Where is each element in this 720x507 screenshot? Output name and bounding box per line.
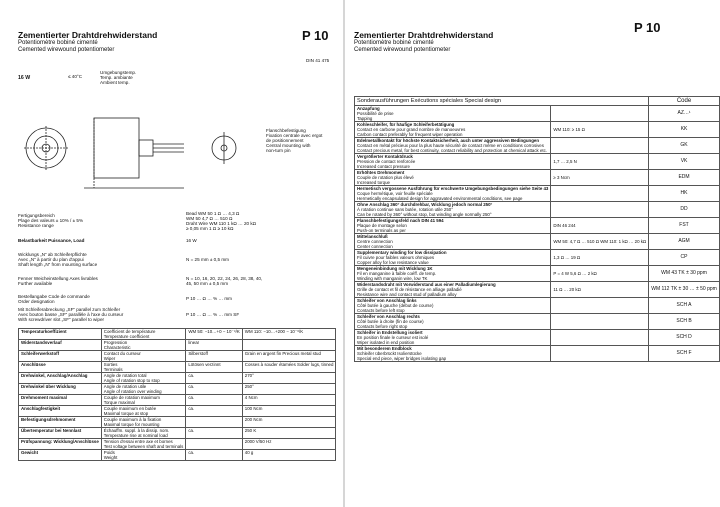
property-value-a: WM 50: −10…+0 − 10⁻⁴/K bbox=[186, 329, 242, 340]
page-title: Zementierter Drahtdrehwiderstand bbox=[18, 30, 158, 40]
row-code: DD bbox=[649, 202, 720, 218]
property-value-b bbox=[242, 340, 336, 351]
table-row bbox=[19, 395, 336, 406]
row-value bbox=[551, 298, 649, 314]
property-value-a: ca. bbox=[186, 373, 242, 384]
row-text-line: Contact en métal précieux pour la plus haute sécurité de contact même en conditions corrosives bbox=[357, 143, 544, 148]
header-code: Code bbox=[649, 97, 720, 106]
table-row bbox=[19, 329, 336, 340]
subtitle-fr: Potentiomètre bobiné cimenté bbox=[354, 40, 434, 46]
row-code: CP bbox=[649, 250, 720, 266]
translation-en: Torque maximal bbox=[103, 400, 135, 405]
subtitle-fr: Potentiomètre bobiné cimenté bbox=[18, 40, 98, 46]
table-row bbox=[19, 373, 336, 384]
property-value-b: WM 110: −10…+200 − 10⁻⁶/K bbox=[242, 329, 336, 340]
property-value-b: 200 Ncm bbox=[242, 417, 336, 428]
row-text-line: Pression de contact renforcée bbox=[357, 159, 416, 164]
row-text-line: Hermetisch vergossene Ausführung für erschwerte Umgebungsbedingungen siehe Seite 43 bbox=[357, 186, 549, 191]
spec-label: Shaft length „N“ from mounting surface bbox=[18, 262, 98, 267]
row-description bbox=[355, 218, 551, 234]
property-name: Widerstandsverlauf bbox=[19, 340, 102, 351]
spec-label: Mit Schleiferabreckung „SF“ parallel zum Schleifer bbox=[18, 307, 121, 312]
property-name: Gewicht bbox=[19, 450, 102, 461]
table-row bbox=[355, 234, 720, 250]
translation-fr: Progression bbox=[103, 340, 128, 345]
spec-label: Resistance range bbox=[18, 223, 54, 228]
row-code: AZ…¹ bbox=[649, 106, 720, 122]
row-description bbox=[355, 138, 551, 154]
ambient-label-1: Temp. ambiante bbox=[100, 75, 133, 80]
translation-fr: Coefficient de température bbox=[103, 329, 156, 334]
property-name: Anschlüsse bbox=[19, 362, 102, 373]
row-text-line: Center connection bbox=[357, 244, 393, 249]
row-text-line: Schleifer von Anschlag rechts bbox=[357, 314, 420, 319]
translation-fr: Sorties bbox=[103, 362, 118, 367]
header-label: Sonderausführungen Exécutions spéciales Special design bbox=[355, 97, 649, 106]
property-name: Befestigungsdrehmoment bbox=[19, 417, 102, 428]
row-text-line: Anzapfung bbox=[357, 106, 380, 111]
row-description bbox=[355, 266, 551, 282]
table-row bbox=[355, 330, 720, 346]
row-description bbox=[355, 234, 551, 250]
spec-value: Draht Wire WM 110 1 kΩ … 20 kΩ bbox=[186, 221, 257, 226]
row-text-line: Contacts before left stop bbox=[357, 308, 405, 313]
row-code: WM 43 TK ± 30 ppm bbox=[649, 266, 720, 282]
property-value-a: ca. bbox=[186, 384, 242, 395]
table-row bbox=[355, 154, 720, 170]
translation-fr: Tension d'essai entre axe et bornes bbox=[103, 439, 173, 444]
row-code: WM 112 TK ± 30 … ± 50 ppm bbox=[649, 282, 720, 298]
row-value: 11 Ω … 20 kΩ bbox=[551, 282, 649, 298]
drawing-note-0: Flanschbefestigung bbox=[266, 128, 306, 133]
translation-fr: Couple maximum à la fixation bbox=[103, 417, 162, 422]
spec-label: Avec bouton basse „SF“ parallèle à l'axe du curseur bbox=[18, 312, 124, 317]
spec-label: Belastbarkeit Puissance, Load bbox=[18, 238, 85, 243]
property-translation bbox=[101, 417, 186, 428]
dimension-drawing bbox=[24, 88, 249, 208]
row-text-line: Hermetically encapsulated design for aggravated environmental conditions, see page bbox=[357, 196, 523, 201]
table-row bbox=[355, 186, 720, 202]
row-text-line: Côté butée à gauche (début de course) bbox=[357, 303, 434, 308]
translation-fr: Angle de rotation utile bbox=[103, 384, 147, 389]
property-name: Drehwinkel über Wicklung bbox=[19, 384, 102, 395]
row-text-line: Plaque de montage selon bbox=[357, 223, 407, 228]
row-text-line: Tapping bbox=[357, 116, 373, 121]
spec-value: N = 25 mm ± 0,5 mm bbox=[186, 257, 229, 262]
spec-label: Plage des valeurs ± 10% / ± 5% bbox=[18, 218, 84, 223]
property-translation bbox=[101, 362, 186, 373]
drawing-note-4: non-turn pin bbox=[266, 148, 291, 153]
row-text-line: Supplementary winding for low dissipation bbox=[357, 250, 447, 255]
translation-fr: Angle de rotation total bbox=[103, 373, 147, 378]
drawing-note-1: Fixation centrale avec ergot bbox=[266, 133, 323, 138]
row-description bbox=[355, 186, 551, 202]
special-designs-table bbox=[354, 96, 720, 362]
row-value bbox=[551, 106, 649, 122]
translation-en: Weight bbox=[103, 455, 118, 460]
row-code: SCH D bbox=[649, 330, 720, 346]
spec-label: Further available bbox=[18, 281, 53, 286]
row-text-line: Increased contact pressure bbox=[357, 164, 410, 169]
row-value bbox=[551, 330, 649, 346]
table-row bbox=[355, 250, 720, 266]
row-text-line: En position finale le curseur est isolé bbox=[357, 335, 429, 340]
row-code: VK bbox=[649, 154, 720, 170]
property-translation bbox=[101, 373, 186, 384]
row-description bbox=[355, 122, 551, 138]
row-text-line: Fil cuivre pour faibles valeurs ohmiques bbox=[357, 255, 435, 260]
translation-en: Angle of rotation over winding bbox=[103, 389, 162, 394]
table-row bbox=[355, 298, 720, 314]
property-translation bbox=[101, 340, 186, 351]
row-text-line: Widerstandsdraht mit Vorwiderstand aus einer Palladiumlegierung bbox=[357, 282, 496, 287]
row-code: EDM bbox=[649, 170, 720, 186]
property-value-b: Cosses à souder étamées Solder lugs, tinned bbox=[242, 362, 336, 373]
table-row bbox=[355, 138, 720, 154]
spec-label: Order designation bbox=[18, 299, 55, 304]
page-title: Zementierter Drahtdrehwiderstand bbox=[354, 30, 494, 40]
property-name: Drehmoment maximal bbox=[19, 395, 102, 406]
table-row bbox=[355, 266, 720, 282]
row-value bbox=[551, 346, 649, 362]
row-value: WM 110: ≥ 15 Ω bbox=[551, 122, 649, 138]
row-code: SCH F bbox=[649, 346, 720, 362]
property-name: Anschlagfestigkeit bbox=[19, 406, 102, 417]
row-text-line: Mit besonderem Endblock bbox=[357, 346, 412, 351]
row-code: FST bbox=[649, 218, 720, 234]
ambient-label-0: Umgebungstemp. bbox=[100, 70, 137, 75]
row-value: ≥ 3 Ncm bbox=[551, 170, 649, 186]
property-value-a bbox=[186, 417, 242, 428]
row-value: 1,3 Ω … 19 Ω bbox=[551, 250, 649, 266]
row-text-line: Edelmetallkontakt für höchste Kontaktsicherheit, auch unter aggressiven Bedingungen bbox=[357, 138, 540, 143]
property-value-b: 100 Ncm bbox=[242, 406, 336, 417]
property-value-a: ca. bbox=[186, 450, 242, 461]
property-translation bbox=[101, 329, 186, 340]
row-value: WM 50: 4,7 Ω … 510 Ω WM 110: 1 kΩ … 20 kΩ bbox=[551, 234, 649, 250]
translation-en: Temperature rise at nominal load bbox=[103, 433, 168, 438]
row-code: SCH B bbox=[649, 314, 720, 330]
row-value bbox=[551, 138, 649, 154]
property-value-a: ca. bbox=[186, 406, 242, 417]
property-translation bbox=[101, 439, 186, 450]
spec-label: Bestellangabe Code de commande bbox=[18, 294, 90, 299]
page-gutter bbox=[343, 0, 345, 507]
row-text-line: Côté butée à droite (fin de course) bbox=[357, 319, 424, 324]
table-row bbox=[355, 218, 720, 234]
translation-fr: Couple de rotation maximum bbox=[103, 395, 160, 400]
row-text-line: Ohne Anschlag 360° durchdrehbar, Wicklung jedoch normal 250° bbox=[357, 202, 493, 207]
translation-en: Temperature coefficient bbox=[103, 334, 150, 339]
row-text-line: Carbon contact preferably for frequent wiper operation bbox=[357, 132, 463, 137]
translation-en: Test voltage between shaft and terminals bbox=[103, 444, 184, 449]
row-text-line: Kohleschleifer, für häufige Schleiferbetätigung bbox=[357, 122, 455, 127]
row-text-line: Vergrößerter Kontaktdruck bbox=[357, 154, 413, 159]
property-value-a bbox=[186, 439, 242, 450]
row-description bbox=[355, 314, 551, 330]
property-value-b: 2000 V/50 Hz bbox=[242, 439, 336, 450]
property-name: Übertemperatur bei Nennlast bbox=[19, 428, 102, 439]
row-text-line: Increased torque bbox=[357, 180, 390, 185]
row-code: AGM bbox=[649, 234, 720, 250]
property-translation bbox=[101, 384, 186, 395]
translation-en: Characteristic bbox=[103, 345, 131, 350]
table-row bbox=[355, 106, 720, 122]
table-row bbox=[19, 340, 336, 351]
spec-value: N = 10, 16, 20, 22, 24, 26, 28, 38, 40, bbox=[186, 276, 263, 281]
property-name: Drehwinkel, Anschlag/Anschlag bbox=[19, 373, 102, 384]
right-page bbox=[352, 18, 717, 496]
row-description bbox=[355, 154, 551, 170]
spec-label: With screwdriver slot „SF“ parallel to wiper bbox=[18, 317, 105, 322]
row-value bbox=[551, 202, 649, 218]
property-translation bbox=[101, 450, 186, 461]
table-row bbox=[355, 170, 720, 186]
property-value-b: 40 g bbox=[242, 450, 336, 461]
spec-value: P 10 … Ω … % … mm SF bbox=[186, 312, 240, 317]
row-value bbox=[551, 186, 649, 202]
table-row bbox=[355, 346, 720, 362]
row-text-line: Can be rotated by 360° without stop, but winding angle normally 250° bbox=[357, 212, 492, 217]
property-name: Temperaturkoeffizient bbox=[19, 329, 102, 340]
row-text-line: Centre connection bbox=[357, 239, 393, 244]
table-row bbox=[355, 122, 720, 138]
row-value: P = 4 W 5,6 Ω … 2 kΩ bbox=[551, 266, 649, 282]
row-text-line: Grille de contact et fil de résistance en alliage palladié bbox=[357, 287, 462, 292]
spec-label: Fertigungsbereich bbox=[18, 213, 55, 218]
table-row bbox=[19, 384, 336, 395]
translation-en: Terminals bbox=[103, 367, 123, 372]
spec-label: Fenner Weicheinstellung Axes livrables bbox=[18, 276, 98, 281]
spec-value: Bead WM 50 1 Ω … 4,3 Ω bbox=[186, 211, 240, 216]
row-value: DIN 46 244 bbox=[551, 218, 649, 234]
property-name: Prüfspannung: Wicklung/Anschlüsse bbox=[19, 439, 102, 450]
property-value-a: linear bbox=[186, 340, 242, 351]
row-text-line: Contact en carbone pour grand nombre de manoeuvres bbox=[357, 127, 466, 132]
row-text-line: Fil en manganine à faible coéff. de temp. bbox=[357, 271, 437, 276]
property-value-a: ca. bbox=[186, 428, 242, 439]
spec-value: P 10 … Ω … % … mm bbox=[186, 296, 232, 301]
property-translation bbox=[101, 351, 186, 362]
property-value-a: Silberstoff bbox=[186, 351, 242, 362]
drawing-note-2: de positionnement bbox=[266, 138, 304, 143]
table-row bbox=[19, 439, 336, 450]
property-translation bbox=[101, 395, 186, 406]
row-text-line: Possibilité de prise bbox=[357, 111, 394, 116]
spec-label: Avec „N“ à partir du plan d'appui bbox=[18, 257, 84, 262]
property-translation bbox=[101, 406, 186, 417]
row-text-line: Wiper isolated in end position bbox=[357, 340, 415, 345]
property-value-a: ca. bbox=[186, 395, 242, 406]
row-description bbox=[355, 346, 551, 362]
row-code: GK bbox=[649, 138, 720, 154]
row-code: KK bbox=[649, 122, 720, 138]
row-text-line: Resistance wire and contact stud of palladium alloy bbox=[357, 292, 457, 297]
page-number: P 10 bbox=[634, 20, 661, 35]
spec-value: WM 50 4,7 Ω … 510 Ω bbox=[186, 216, 233, 221]
subtitle-en: Cemented wirewound potentiometer bbox=[354, 47, 451, 53]
row-code: SCH A bbox=[649, 298, 720, 314]
table-row bbox=[19, 450, 336, 461]
row-value: 1,7 … 2,5 N bbox=[551, 154, 649, 170]
row-text-line: Push-on terminals as per bbox=[357, 228, 406, 233]
drawing-note-3: Central mounting with bbox=[266, 143, 311, 148]
table-row bbox=[19, 406, 336, 417]
row-text-line: Erhöhtes Drehmoment bbox=[357, 170, 405, 175]
properties-table bbox=[18, 328, 336, 461]
row-text-line: Mengeneinbindung mit Wicklung 1K bbox=[357, 266, 433, 271]
property-value-b: Grain en argent fin Precious metal stud bbox=[242, 351, 336, 362]
property-value-b: 250 K bbox=[242, 428, 336, 439]
translation-fr: Contact du curseur bbox=[103, 351, 141, 356]
table-row bbox=[19, 417, 336, 428]
row-text-line: Flanschbefestigungsfeld nach DIN 41 594 bbox=[357, 218, 444, 223]
ambient-values: ≤ 40°C bbox=[68, 74, 83, 79]
row-text-line: Schleifer überbrückt Isolierstücke bbox=[357, 351, 422, 356]
left-page bbox=[16, 18, 336, 496]
row-text-line: Mittelanschluß bbox=[357, 234, 388, 239]
translation-en: Angle of rotation stop to stop bbox=[103, 378, 160, 383]
row-description bbox=[355, 250, 551, 266]
table-header bbox=[355, 97, 720, 106]
row-description bbox=[355, 106, 551, 122]
row-text-line: À rotation continue sans butée, rotation utile 250° bbox=[357, 207, 453, 212]
table-row bbox=[355, 314, 720, 330]
table-row bbox=[19, 351, 336, 362]
translation-en: Maximal torque at stop bbox=[103, 411, 149, 416]
row-text-line: Contacts before right stop bbox=[357, 324, 408, 329]
row-description bbox=[355, 282, 551, 298]
property-value-b: 250° bbox=[242, 384, 336, 395]
subtitle-en: Cemented wirewound potentiometer bbox=[18, 47, 115, 53]
translation-en: Maximal torque for mounting bbox=[103, 422, 160, 427]
property-value-a: Lötösen verzinnt bbox=[186, 362, 242, 373]
row-text-line: Contact precious metal, for best continuity, contact reliability and protection at chemical attack etc. bbox=[357, 148, 548, 153]
row-text-line: Schleifer von Anschlag links bbox=[357, 298, 417, 303]
spec-value: 45, 50 mm ± 0,5 mm bbox=[186, 281, 229, 286]
row-text-line: Winding with manganin wire, low TK bbox=[357, 276, 428, 281]
row-text-line: Couple de rotation plus élevé bbox=[357, 175, 414, 180]
row-text-line: Coque hermétique, voir feuille spéciale bbox=[357, 191, 433, 196]
property-translation bbox=[101, 428, 186, 439]
row-description bbox=[355, 330, 551, 346]
spec-value: ≥ 0,05 mm 1 Ω ≥ 10 kΩ bbox=[186, 226, 234, 231]
table-row bbox=[355, 202, 720, 218]
table-row bbox=[19, 362, 336, 373]
translation-fr: Échauffm. suppl. à la dissip. nom. bbox=[103, 428, 170, 433]
din-number: DIN 41 475 bbox=[306, 58, 330, 63]
property-value-b: 270° bbox=[242, 373, 336, 384]
row-code: HK bbox=[649, 186, 720, 202]
page-number: P 10 bbox=[302, 28, 329, 43]
translation-en: Wiper bbox=[103, 356, 116, 361]
row-text-line: Special end piece, wiper bridges isolating gap bbox=[357, 356, 447, 361]
row-text-line: Schleifer in Endstellung isoliert bbox=[357, 330, 423, 335]
row-description bbox=[355, 202, 551, 218]
property-value-b: 4 Ncm bbox=[242, 395, 336, 406]
spec-value: 16 W bbox=[186, 238, 197, 243]
row-description bbox=[355, 298, 551, 314]
table-row bbox=[19, 428, 336, 439]
property-name: Schleiferwerkstoff bbox=[19, 351, 102, 362]
ambient-label-2: Ambient temp. bbox=[100, 80, 130, 85]
row-description bbox=[355, 170, 551, 186]
power-rating: 16 W bbox=[18, 75, 31, 81]
translation-fr: Poids bbox=[103, 450, 115, 455]
row-value bbox=[551, 314, 649, 330]
spec-label: Wicklungs „N“ ab Schleiferpflichte bbox=[18, 252, 87, 257]
row-text-line: Copper alloy for low resistance value bbox=[357, 260, 429, 265]
translation-fr: Couple maximum en butée bbox=[103, 406, 157, 411]
table-row bbox=[355, 282, 720, 298]
